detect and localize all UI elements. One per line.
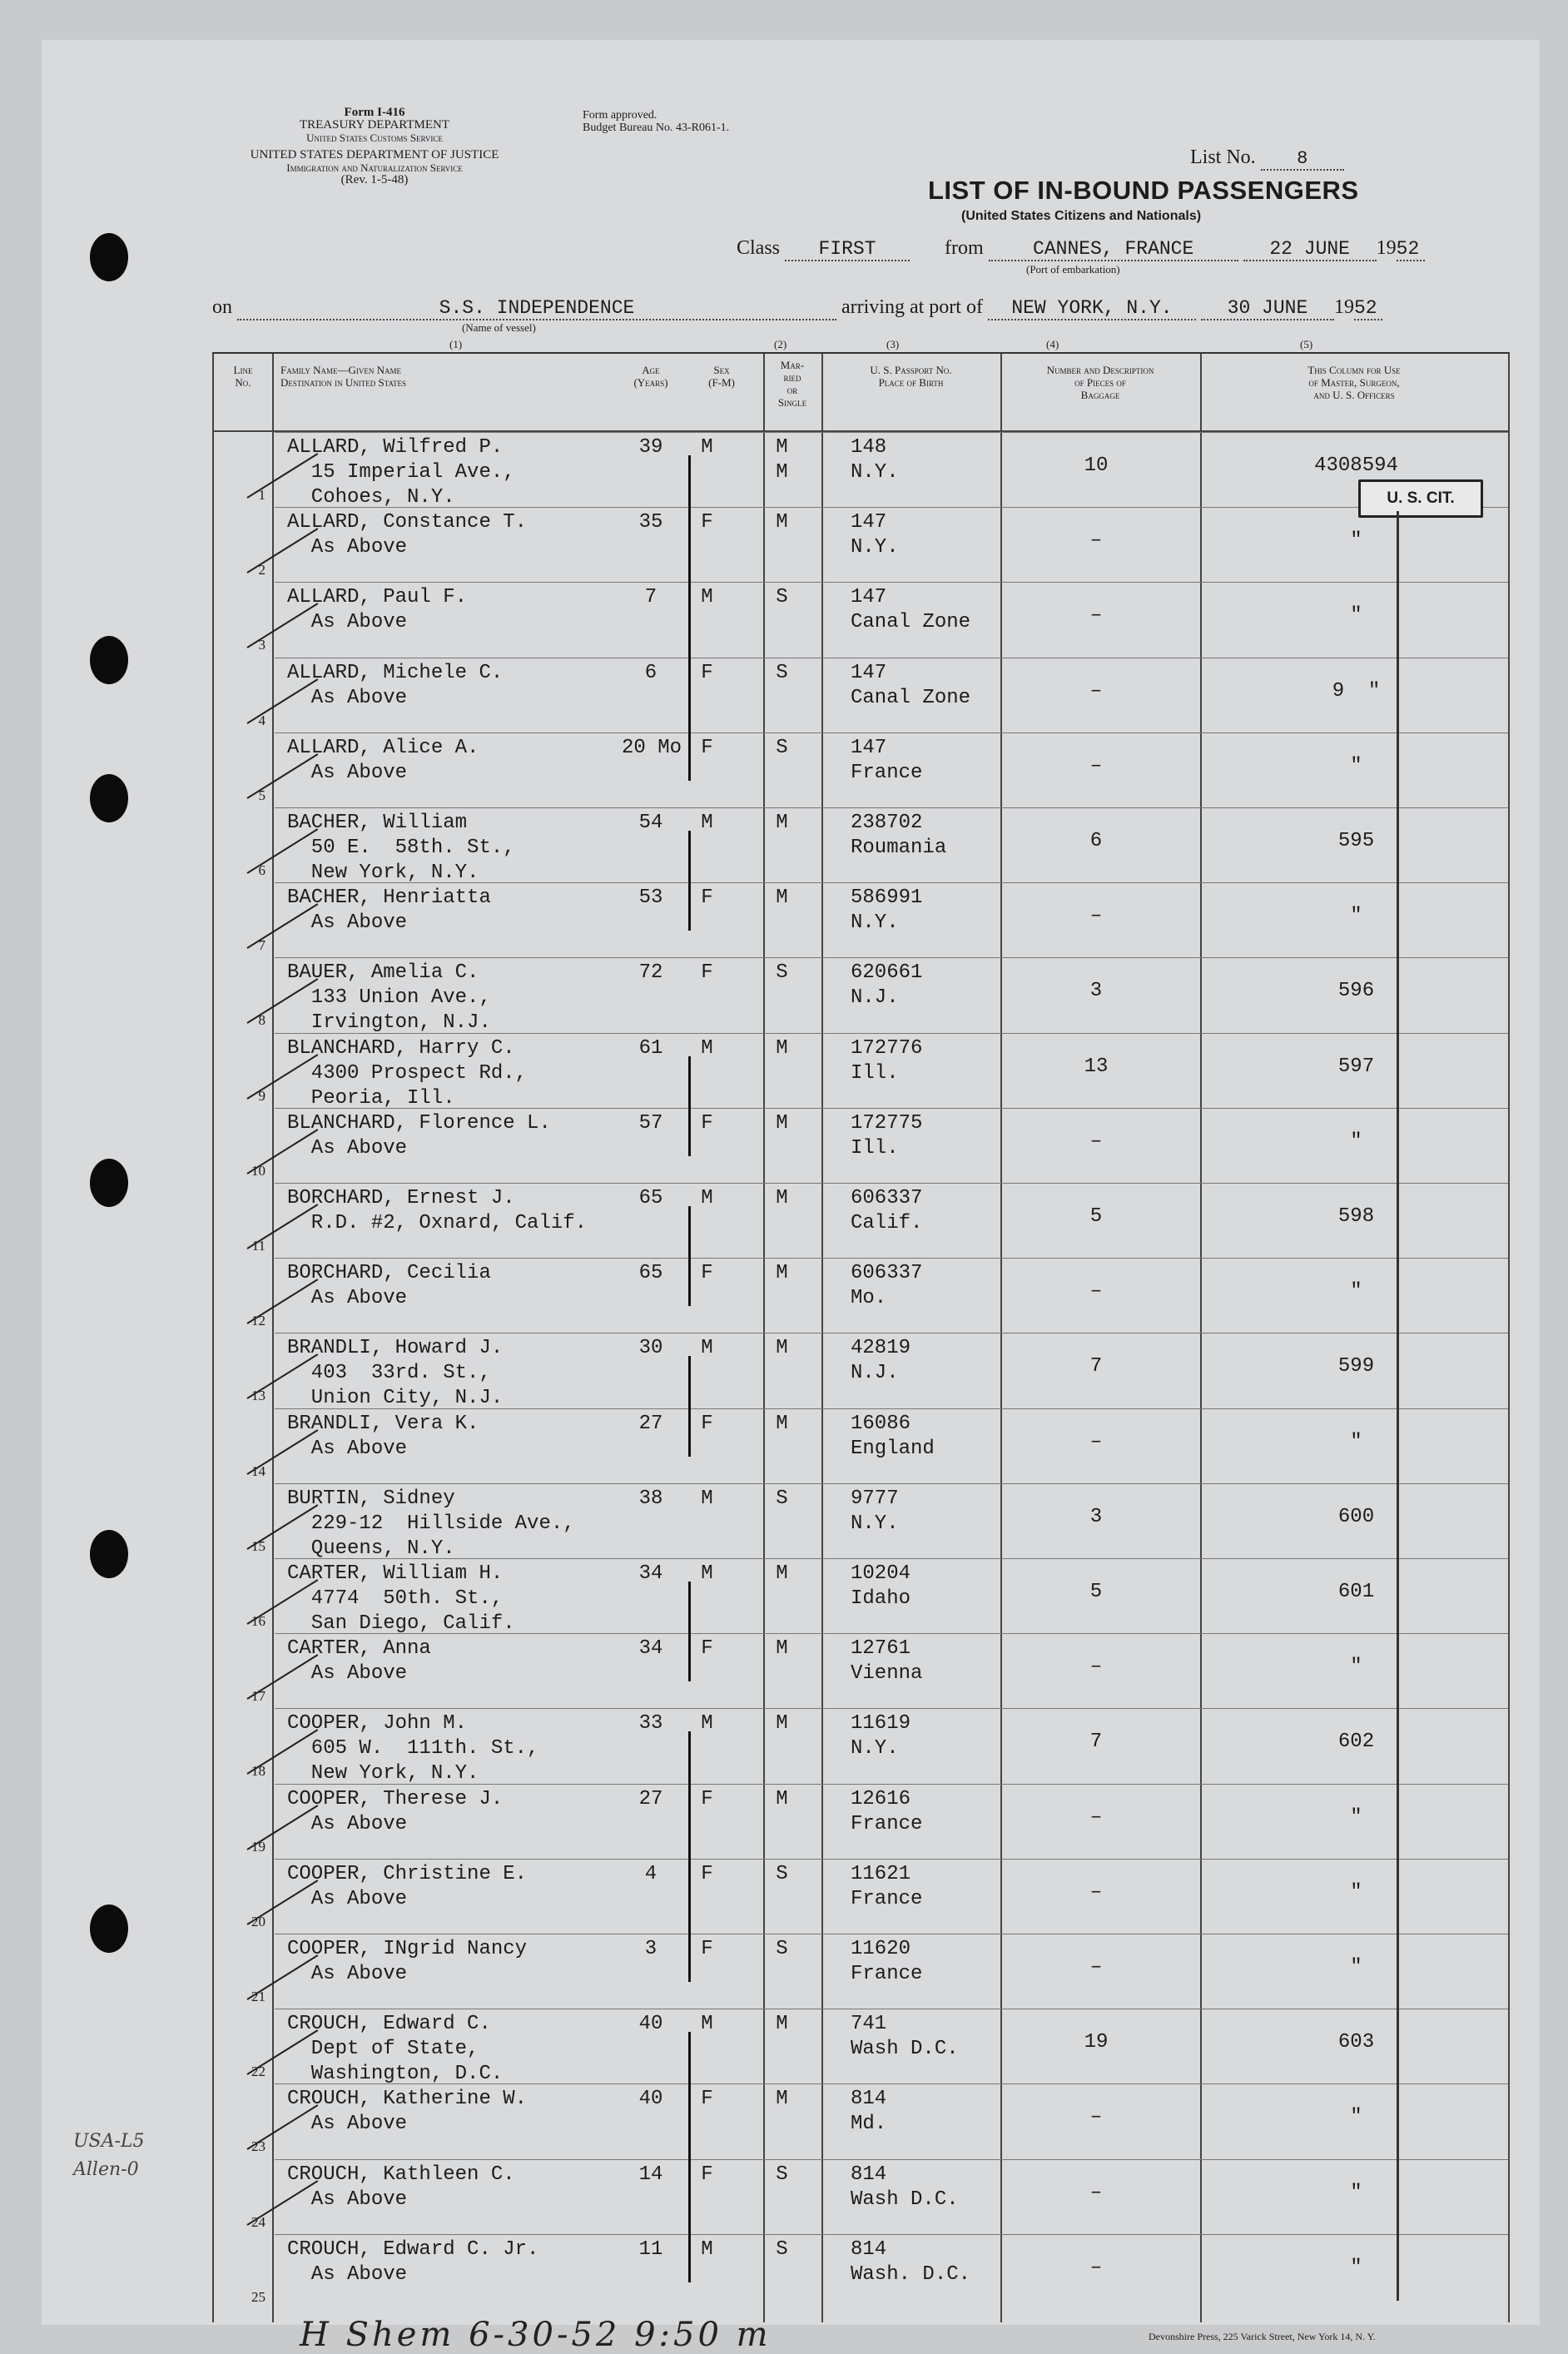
passenger-passport: 814 Md.: [851, 2088, 887, 2136]
table-row: [214, 1408, 1508, 1483]
passenger-baggage: 3: [1089, 1505, 1103, 1528]
passenger-age: 27: [638, 1787, 663, 1810]
passenger-age: 20 Mo: [622, 736, 682, 759]
passenger-sex: F: [701, 886, 713, 910]
table-row: [214, 658, 1508, 733]
passenger-marital-status: M: [776, 511, 788, 534]
line-number: 9: [258, 1087, 265, 1104]
passenger-baggage: 5: [1089, 1581, 1103, 1603]
line-number: 12: [251, 1313, 265, 1329]
passenger-officer-note: 601: [1337, 1581, 1375, 1603]
passenger-sex: F: [701, 1262, 713, 1285]
table-row: [214, 1333, 1508, 1408]
passenger-baggage: –: [1089, 754, 1103, 777]
passenger-sex: M: [701, 436, 713, 459]
passenger-baggage: –: [1089, 1805, 1103, 1829]
passenger-age: 6: [644, 661, 657, 684]
passenger-officer-note: ": [1350, 2256, 1362, 2279]
passenger-passport: 11619 N.Y.: [851, 1712, 911, 1761]
family-bracket: [688, 1356, 691, 1456]
table-row: [214, 507, 1508, 582]
passenger-sex: M: [701, 586, 713, 609]
table-row: [214, 882, 1508, 957]
table-row: [214, 1033, 1508, 1108]
us-citizen-stamp: U. S. CIT.: [1358, 479, 1483, 518]
passenger-passport: 586991 N.Y.: [851, 886, 923, 935]
list-number: [1190, 147, 1344, 171]
line-number: 10: [251, 1162, 265, 1179]
passenger-officer-note: 597: [1337, 1055, 1375, 1078]
table-row: [214, 807, 1508, 882]
column-number: (5): [1300, 338, 1313, 350]
passenger-baggage: –: [1089, 905, 1103, 928]
passenger-table: [212, 352, 1510, 2322]
passenger-marital-status: M M: [776, 436, 788, 484]
passenger-baggage: –: [1089, 529, 1103, 553]
from-value: CANNES, FRANCE: [989, 238, 1238, 261]
passenger-sex: M: [701, 812, 713, 834]
line-number: 2: [258, 562, 265, 579]
passenger-baggage: 7: [1089, 1355, 1103, 1378]
passenger-baggage: –: [1089, 1430, 1103, 1453]
family-bracket: [688, 2032, 691, 2282]
passenger-passport: 172776 Ill.: [851, 1036, 923, 1085]
passenger-passport: 147 N.Y.: [851, 511, 899, 559]
passenger-name: CARTER, William H. 4774 50th. St., San Diego, Calif.: [287, 1562, 515, 1635]
printer-imprint: Devonshire Press, 225 Varick Street, New York 14, N. Y.: [1149, 2331, 1376, 2342]
column-number: (3): [886, 338, 900, 350]
year-prefix: 19: [1333, 296, 1354, 318]
passenger-passport: 814 Wash D.C.: [851, 2163, 959, 2211]
passenger-age: 57: [638, 1111, 663, 1135]
passenger-marital-status: M: [776, 1712, 788, 1736]
passenger-name: BACHER, Henriatta As Above: [287, 886, 491, 935]
passenger-officer-note: ": [1350, 604, 1362, 628]
passenger-name: CROUCH, Katherine W. As Above: [287, 2088, 528, 2136]
passenger-passport: 620661 N.J.: [851, 961, 923, 1010]
passenger-age: 34: [638, 1562, 663, 1585]
passenger-passport: 147 Canal Zone: [851, 586, 971, 634]
passenger-sex: M: [701, 1487, 713, 1510]
stamp-check-line: [1397, 511, 1399, 2301]
passenger-sex: M: [701, 1036, 713, 1060]
line-number: 11: [251, 1238, 265, 1254]
line-number: 24: [251, 2213, 265, 2230]
line-number: 16: [251, 1613, 265, 1629]
passenger-sex: F: [701, 511, 713, 534]
arriving-label: arriving at port of: [841, 296, 983, 318]
column-number: (4): [1046, 338, 1059, 350]
passenger-age: 39: [638, 436, 663, 459]
passenger-baggage: 3: [1089, 980, 1103, 1003]
passenger-marital-status: M: [776, 1412, 788, 1435]
passenger-baggage: –: [1089, 679, 1103, 703]
table-row: [214, 1483, 1508, 1558]
passenger-passport: 12616 France: [851, 1787, 923, 1835]
passenger-marital-status: M: [776, 812, 788, 834]
line-number: 19: [251, 1838, 265, 1855]
passenger-marital-status: M: [776, 1787, 788, 1810]
passenger-officer-note: 599: [1337, 1355, 1375, 1378]
passenger-baggage: 6: [1089, 830, 1103, 852]
form-revision: (Rev. 1-5-48): [340, 173, 409, 186]
passenger-sex: M: [701, 1562, 713, 1585]
form-agency-block: [166, 107, 583, 186]
table-row: [214, 2083, 1508, 2158]
passenger-baggage: –: [1089, 604, 1103, 628]
vessel-note: (Name of vessel): [462, 321, 536, 334]
line-number: 1: [258, 487, 265, 503]
passenger-age: 65: [638, 1262, 663, 1285]
passenger-age: 14: [638, 2163, 663, 2186]
passenger-sex: F: [701, 2088, 713, 2111]
passenger-baggage: –: [1089, 2256, 1103, 2279]
punch-hole-icon: [90, 636, 128, 684]
passenger-officer-note: ": [1350, 2181, 1362, 2204]
table-row: [214, 733, 1508, 807]
table-row: [214, 1784, 1508, 1859]
passenger-marital-status: M: [776, 1562, 788, 1585]
passenger-baggage: –: [1089, 1130, 1103, 1153]
passenger-officer-note: ": [1350, 1130, 1362, 1153]
year-to-value: 52: [1354, 297, 1382, 320]
passenger-baggage: –: [1089, 1280, 1103, 1304]
passenger-sex: F: [701, 1787, 713, 1810]
table-row: [214, 2009, 1508, 2086]
passenger-baggage: 19: [1084, 2031, 1109, 2054]
passenger-baggage: –: [1089, 1956, 1103, 1979]
passenger-passport: 10204 Idaho: [851, 1562, 911, 1610]
table-row: [214, 432, 1508, 507]
passenger-name: CROUCH, Edward C. Jr. As Above: [287, 2237, 539, 2286]
passenger-age: 40: [638, 2088, 663, 2111]
passenger-officer-note: 595: [1337, 830, 1375, 852]
form-justice: UNITED STATES DEPARTMENT OF JUSTICE: [250, 148, 499, 161]
passenger-age: 53: [638, 886, 663, 910]
passenger-marital-status: S: [776, 2163, 788, 2186]
passenger-passport: 147 France: [851, 736, 923, 784]
passenger-marital-status: M: [776, 886, 788, 910]
year-from-value: 52: [1397, 238, 1425, 261]
passenger-passport: 12761 Vienna: [851, 1637, 923, 1686]
table-row: [214, 582, 1508, 657]
column-number: (1): [449, 338, 463, 350]
passenger-marital-status: M: [776, 1637, 788, 1661]
vessel-value: S.S. INDEPENDENCE: [237, 297, 836, 320]
line-number: 3: [258, 637, 265, 653]
passenger-marital-status: M: [776, 1187, 788, 1209]
passenger-age: 4: [644, 1862, 657, 1885]
vessel-line: [212, 296, 1382, 320]
passenger-age: 35: [638, 511, 663, 534]
passenger-passport: 42819 N.J.: [851, 1337, 911, 1385]
passenger-passport: 11621 France: [851, 1862, 923, 1910]
passenger-name: CARTER, Anna As Above: [287, 1637, 431, 1686]
line-number: 21: [251, 1989, 265, 2004]
line-number: 20: [251, 1913, 265, 1929]
passenger-baggage: –: [1089, 2106, 1103, 2129]
family-bracket: [688, 1056, 691, 1156]
passenger-passport: 172775 Ill.: [851, 1111, 923, 1160]
passenger-name: COOPER, INgrid Nancy As Above: [287, 1938, 528, 1985]
line-number: 17: [251, 1688, 265, 1705]
passenger-officer-note: ": [1350, 754, 1362, 777]
header-name: Family Name—Given Name Destination in United States: [280, 364, 407, 389]
form-ins: Immigration and Naturalization Service: [286, 161, 463, 174]
passenger-marital-status: S: [776, 1487, 788, 1510]
passenger-name: ALLARD, Wilfred P. 15 Imperial Ave., Cohoes, N.Y.: [287, 436, 515, 509]
line-number: 7: [258, 937, 265, 954]
passenger-age: 65: [638, 1187, 663, 1209]
form-budget-text: Budget Bureau No. 43-R061-1.: [583, 122, 730, 134]
passenger-name: CROUCH, Edward C. Dept of State, Washington, D.C.: [287, 2013, 504, 2086]
passenger-baggage: 7: [1089, 1731, 1103, 1754]
date-from-value: 22 JUNE: [1243, 238, 1377, 261]
passenger-name: BRANDLI, Vera K. As Above: [287, 1412, 479, 1460]
passenger-name: ALLARD, Constance T. As Above: [287, 511, 528, 559]
passenger-officer-note: 596: [1337, 980, 1375, 1003]
passenger-sex: F: [701, 1412, 713, 1435]
passenger-name: BRANDLI, Howard J. 403 33rd. St., Union City, N.J.: [287, 1337, 504, 1410]
passenger-name: COOPER, John M. 605 W. 111th. St., New York, N.Y.: [287, 1712, 539, 1785]
passenger-marital-status: M: [776, 1036, 788, 1060]
passenger-marital-status: S: [776, 736, 788, 759]
header-baggage: Number and Description of Pieces of Baggage: [1046, 364, 1154, 401]
passenger-sex: F: [701, 1938, 713, 1960]
passenger-sex: F: [701, 1637, 713, 1661]
passenger-age: 34: [638, 1637, 663, 1661]
passenger-name: CROUCH, Kathleen C. As Above: [287, 2163, 515, 2211]
table-row: [214, 1183, 1508, 1258]
passenger-marital-status: M: [776, 1337, 788, 1360]
passenger-sex: M: [701, 2013, 713, 2036]
passenger-marital-status: S: [776, 586, 788, 609]
passenger-age: 30: [638, 1337, 663, 1360]
header-line-no: Line No.: [233, 364, 253, 389]
passenger-officer-note: ": [1350, 905, 1362, 928]
passenger-age: 38: [638, 1487, 663, 1510]
passenger-sex: F: [701, 2163, 713, 2186]
passenger-marital-status: M: [776, 2013, 788, 2036]
page-subtitle: (United States Citizens and Nationals): [961, 209, 1202, 223]
passenger-age: 7: [644, 586, 657, 609]
passenger-name: BLANCHARD, Harry C. 4300 Prospect Rd., Peoria, Ill.: [287, 1036, 528, 1110]
passenger-passport: 814 Wash. D.C.: [851, 2237, 971, 2286]
passenger-officer-note: 598: [1337, 1205, 1375, 1228]
passenger-name: ALLARD, Alice A. As Above: [287, 736, 479, 784]
passenger-sex: M: [701, 1187, 713, 1209]
punch-hole-icon: [90, 774, 128, 822]
passenger-officer-note: 9 ": [1332, 679, 1381, 703]
passenger-marital-status: S: [776, 661, 788, 684]
form-department: TREASURY DEPARTMENT: [299, 118, 450, 132]
passenger-passport: 147 Canal Zone: [851, 661, 971, 709]
family-bracket: [688, 1582, 691, 1681]
passenger-passport: 9777 N.Y.: [851, 1487, 899, 1535]
passenger-age: 40: [638, 2013, 663, 2036]
form-approval: [583, 109, 729, 134]
punch-hole-icon: [90, 1530, 128, 1578]
passenger-name: BORCHARD, Ernest J. R.D. #2, Oxnard, Calif.: [287, 1187, 588, 1234]
passenger-passport: 148 N.Y.: [851, 436, 899, 484]
header-age: Age (Years): [633, 364, 668, 389]
passenger-officer-note: ": [1350, 1430, 1362, 1453]
port-of-embarkation-note: (Port of embarkation): [1026, 263, 1120, 276]
table-row: [214, 1859, 1508, 1934]
family-bracket: [688, 1206, 691, 1306]
passenger-passport: 741 Wash D.C.: [851, 2013, 959, 2061]
passenger-age: 61: [638, 1036, 663, 1060]
passenger-age: 54: [638, 812, 663, 834]
table-row: [214, 1934, 1508, 2009]
passenger-name: BLANCHARD, Florence L. As Above: [287, 1111, 551, 1160]
passenger-officer-note: ": [1350, 529, 1362, 553]
header-married: Mar- ried or Single: [777, 359, 807, 409]
table-row: [214, 1708, 1508, 1783]
passenger-officer-note: ": [1350, 1956, 1362, 1979]
passenger-sex: F: [701, 661, 713, 684]
punch-hole-icon: [90, 1159, 128, 1207]
passenger-officer-note: ": [1350, 1805, 1362, 1829]
class-label: Class: [737, 237, 781, 259]
passenger-officer-note: ": [1350, 1280, 1362, 1304]
passenger-sex: M: [701, 2237, 713, 2261]
passenger-marital-status: M: [776, 1262, 788, 1285]
passenger-baggage: –: [1089, 1656, 1103, 1679]
line-number: 6: [258, 862, 265, 878]
passenger-baggage: 13: [1084, 1055, 1109, 1078]
table-row: [214, 1258, 1508, 1333]
passenger-age: 27: [638, 1412, 663, 1435]
line-number: 5: [258, 787, 265, 803]
family-bracket: [688, 1731, 691, 1982]
table-row: [214, 1558, 1508, 1633]
family-bracket: [688, 455, 691, 781]
passenger-marital-status: S: [776, 961, 788, 985]
port-value: NEW YORK, N.Y.: [988, 297, 1196, 320]
line-number: 14: [251, 1463, 265, 1479]
form-approved-text: Form approved.: [583, 109, 657, 122]
passenger-sex: F: [701, 1111, 713, 1135]
passenger-name: ALLARD, Michele C. As Above: [287, 661, 504, 709]
passenger-baggage: 5: [1089, 1205, 1103, 1228]
page-title: LIST OF IN-BOUND PASSENGERS: [928, 176, 1359, 205]
from-label: from: [945, 237, 984, 259]
passenger-officer-note: 600: [1337, 1505, 1375, 1528]
passenger-name: BORCHARD, Cecilia As Above: [287, 1262, 491, 1310]
line-number: 4: [258, 712, 265, 728]
passenger-passport: 11620 France: [851, 1938, 923, 1985]
passenger-marital-status: M: [776, 1111, 788, 1135]
passenger-officer-note: 602: [1337, 1731, 1375, 1754]
passenger-name: COOPER, Therese J. As Above: [287, 1787, 504, 1835]
column-number: (2): [774, 338, 787, 350]
passenger-name: ALLARD, Paul F. As Above: [287, 586, 468, 634]
passenger-age: 72: [638, 961, 663, 985]
passenger-age: 3: [644, 1938, 657, 1960]
passenger-sex: F: [701, 736, 713, 759]
line-number: 22: [251, 2063, 265, 2080]
passenger-officer-note: ": [1350, 2106, 1362, 2129]
on-label: on: [212, 296, 232, 318]
class-value: FIRST: [785, 238, 910, 261]
line-number: 15: [251, 1537, 265, 1554]
family-bracket: [688, 831, 691, 931]
passenger-marital-status: S: [776, 1862, 788, 1885]
line-number: 23: [251, 2138, 265, 2155]
line-number: 8: [258, 1012, 265, 1029]
year-prefix: 19: [1376, 237, 1397, 259]
passenger-name: COOPER, Christine E. As Above: [287, 1862, 528, 1910]
passenger-age: 33: [638, 1712, 663, 1736]
date-to-value: 30 JUNE: [1201, 297, 1334, 320]
passenger-sex: M: [701, 1337, 713, 1360]
passenger-baggage: –: [1089, 2181, 1103, 2204]
punch-hole-icon: [90, 1905, 128, 1953]
line-number: 13: [251, 1388, 265, 1404]
list-number-value: 8: [1261, 148, 1344, 171]
passenger-passport: 606337 Calif.: [851, 1187, 923, 1234]
table-row: [214, 957, 1508, 1035]
table-row: [214, 2234, 1508, 2309]
passenger-officer-note: 603: [1337, 2031, 1375, 2054]
passenger-passport: 238702 Roumania: [851, 812, 947, 859]
list-number-label: List No.: [1190, 147, 1256, 168]
header-officers: This Column for Use of Master, Surgeon, and U. S. Officers: [1307, 364, 1401, 401]
passenger-name: BURTIN, Sidney 229-12 Hillside Ave., Queens, N.Y.: [287, 1487, 575, 1560]
passenger-officer-note: 4308594: [1314, 454, 1398, 477]
passenger-baggage: 10: [1084, 454, 1109, 477]
passenger-name: BACHER, William 50 E. 58th. St., New York, N.Y.: [287, 812, 515, 884]
manifest-sheet: [42, 40, 1540, 2354]
table-row: [214, 1108, 1508, 1183]
form-number: Form I-416: [344, 106, 405, 119]
table-row: [214, 1633, 1508, 1708]
passenger-sex: F: [701, 1862, 713, 1885]
line-number: 18: [251, 1763, 265, 1780]
header-sex: Sex (F-M): [708, 364, 735, 389]
passenger-officer-note: ": [1350, 1656, 1362, 1679]
class-line: [737, 237, 1425, 261]
form-service: United States Customs Service: [306, 132, 443, 144]
inspector-signature: H Shem 6-30-52 9:50 m: [300, 2316, 772, 2354]
table-row: [214, 2159, 1508, 2234]
passenger-sex: F: [701, 961, 713, 985]
passenger-marital-status: M: [776, 2088, 788, 2111]
passenger-marital-status: S: [776, 2237, 788, 2261]
passenger-baggage: –: [1089, 1880, 1103, 1904]
passenger-age: 11: [638, 2237, 663, 2261]
passenger-sex: M: [701, 1712, 713, 1736]
line-number: 25: [251, 2288, 265, 2305]
passenger-name: BAUER, Amelia C. 133 Union Ave., Irvington, N.J.: [287, 961, 491, 1035]
passenger-marital-status: S: [776, 1938, 788, 1960]
margin-note: USA-L5 Allen-0: [73, 2131, 145, 2180]
punch-hole-icon: [90, 233, 128, 281]
header-passport: U. S. Passport No. Place of Birth: [870, 364, 952, 389]
passenger-passport: 16086 England: [851, 1412, 935, 1460]
passenger-passport: 606337 Mo.: [851, 1262, 923, 1310]
passenger-officer-note: ": [1350, 1880, 1362, 1904]
